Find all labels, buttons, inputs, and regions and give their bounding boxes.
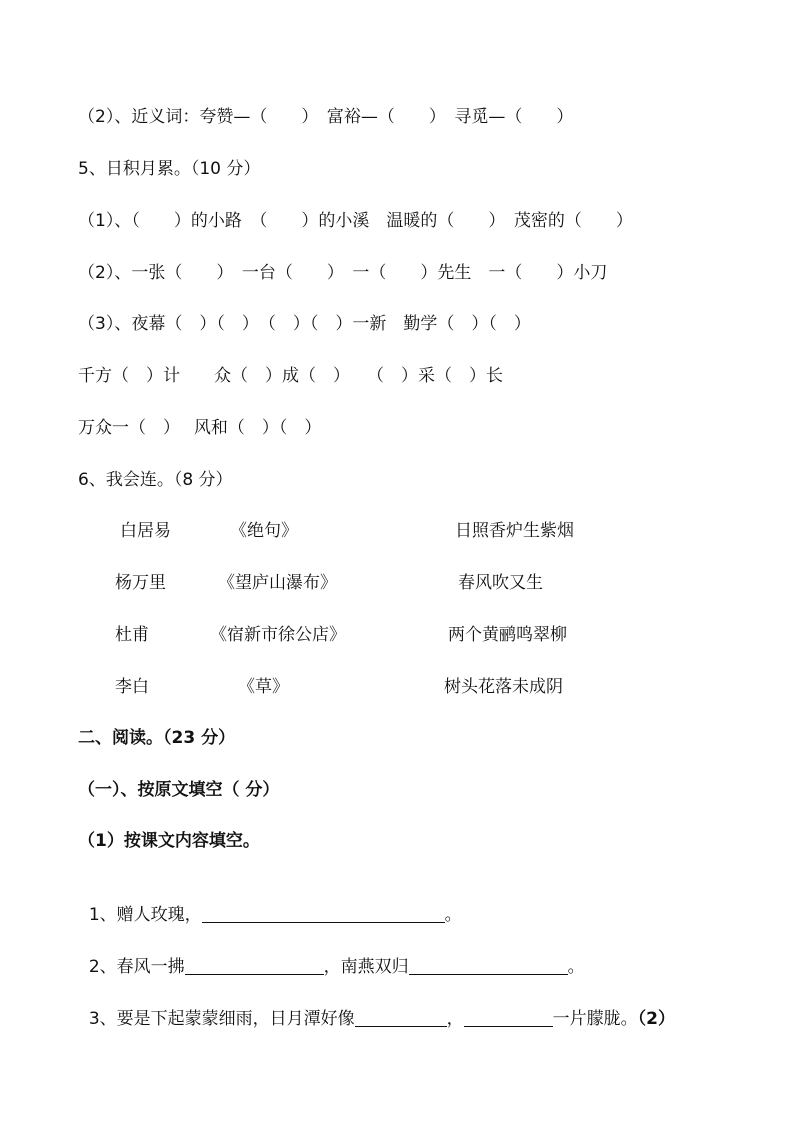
question-5-2: （2）、一张（ ） 一台（ ） 一（ ）先生 一（ ）小刀: [78, 263, 608, 283]
question-5-1: （1）、（ ）的小路 （ ）的小溪 温暖的（ ） 茂密的（ ）: [78, 211, 633, 231]
fill-1-end: 。: [444, 905, 462, 925]
answer-blank[interactable]: [185, 958, 324, 975]
poem-item: 《草》: [238, 677, 289, 697]
answer-blank[interactable]: [202, 906, 445, 923]
answer-blank[interactable]: [464, 1010, 553, 1027]
fill-2-mid: ，南燕双归: [323, 957, 409, 977]
fill-item-3: [78, 986, 675, 1030]
verse-item: 日照香炉生紫烟: [455, 521, 574, 541]
verse-item: 两个黄鹂鸣翠柳: [448, 625, 567, 645]
verse-item: 树头花落未成阴: [444, 677, 563, 697]
fill-2-end: 。: [567, 957, 585, 977]
poet-item: 杨万里: [115, 573, 166, 593]
answer-blank[interactable]: [409, 958, 568, 975]
subsection-1-1-title: （1）按课文内容填空。: [78, 831, 260, 851]
section-2-title: 二、阅读。（23 分）: [78, 728, 236, 748]
poem-item: 《绝句》: [230, 521, 298, 541]
fill-2-prefix: 2、春风一拂: [88, 957, 185, 977]
question-6-title: 6、我会连。（8 分）: [78, 470, 233, 490]
fill-3-mid: 一片朦胧。: [552, 1009, 638, 1029]
fill-3-prefix: 3、要是下起蒙蒙细雨，日月潭好像: [88, 1009, 355, 1029]
question-5-5: 万众一（ ） 风和（ ）（ ）: [78, 418, 322, 438]
question-5-4: 千方（ ）计 众（ ）成（ ） （ ）采（ ）长: [78, 366, 503, 386]
question-5-title: 5、日积月累。（10 分）: [78, 159, 261, 179]
answer-blank[interactable]: [355, 1010, 447, 1027]
question-5-3: （3）、夜幕（ ）（ ） （ ）（ ）一新 勤学（ ）（ ）: [78, 314, 531, 334]
question-4-2-synonyms: （2）、近义词：夸赞—（ ） 富裕—（ ） 寻觅—（ ）: [78, 107, 574, 127]
fill-item-1: [78, 882, 462, 926]
poet-item: 李白: [115, 677, 149, 697]
fill-1-prefix: 1、赠人玫瑰，: [88, 905, 202, 925]
poem-item: 《宿新市徐公店》: [210, 625, 346, 645]
fill-3-score: （2）: [637, 1009, 675, 1029]
poet-item: 白居易: [120, 521, 171, 541]
fill-3-comma: ，: [446, 1009, 464, 1029]
verse-item: 春风吹又生: [458, 573, 543, 593]
poem-item: 《望庐山瀑布》: [218, 573, 337, 593]
subsection-1-title: （一）、按原文填空（ 分）: [78, 780, 280, 800]
fill-item-2: [78, 934, 585, 978]
poet-item: 杜甫: [115, 625, 149, 645]
